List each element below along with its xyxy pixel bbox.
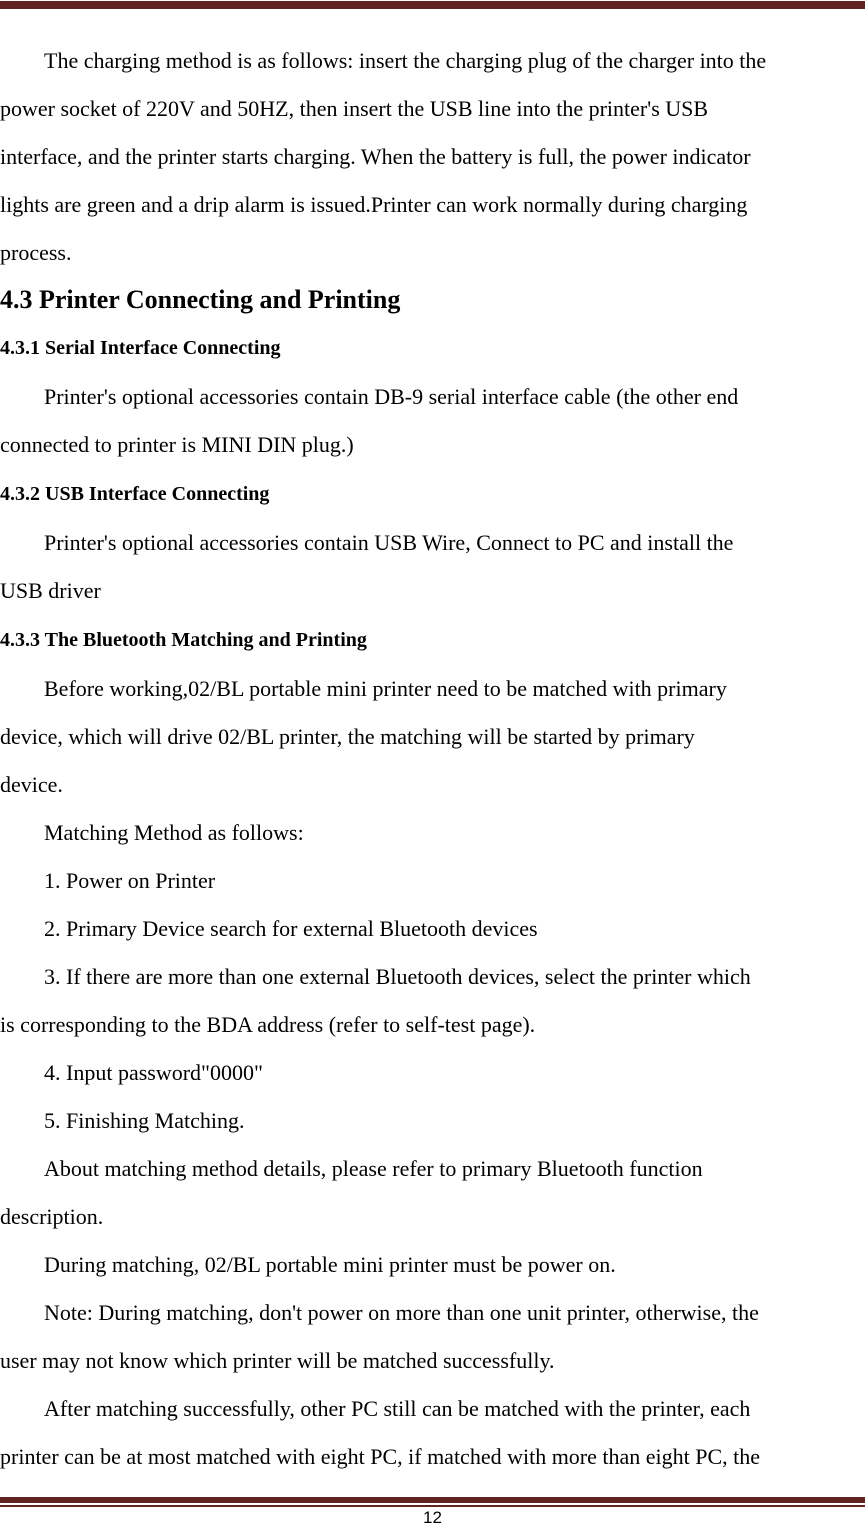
text-line: 1. Power on Printer (44, 868, 216, 893)
text-line: device. (0, 772, 63, 797)
text-line: description. (0, 1204, 104, 1229)
text-line: process. (0, 240, 72, 265)
text-line: During matching, 02/BL portable mini printer must be power on. (44, 1252, 616, 1277)
section-heading: 4.3.2 USB Interface Connecting (0, 483, 270, 505)
text-line: connected to printer is MINI DIN plug.) (0, 432, 354, 457)
text-line: 5. Finishing Matching. (44, 1108, 245, 1133)
text-line: printer can be at most matched with eight PC, if matched with more than eight PC, the (0, 1444, 761, 1469)
footer-rule-thick (0, 1497, 865, 1503)
text-line: lights are green and a drip alarm is issued.Printer can work normally during charging (0, 192, 748, 217)
text-line: Note: During matching, don't power on more than one unit printer, otherwise, the (44, 1300, 759, 1325)
text-line: is corresponding to the BDA address (refer to self-test page). (0, 1012, 536, 1037)
section-heading: 4.3.3 The Bluetooth Matching and Printing (0, 629, 367, 651)
text-line: interface, and the printer starts charging. When the battery is full, the power indicator (0, 144, 751, 169)
text-line: Printer's optional accessories contain DB-9 serial interface cable (the other end (44, 384, 739, 409)
text-line: The charging method is as follows: insert the charging plug of the charger into the (44, 48, 767, 73)
text-line: user may not know which printer will be matched successfully. (0, 1348, 555, 1373)
text-line: Before working,02/BL portable mini printer need to be matched with primary (44, 676, 727, 701)
section-heading: 4.3 Printer Connecting and Printing (0, 285, 401, 314)
text-line: 3. If there are more than one external Bluetooth devices, select the printer which (44, 964, 751, 989)
page-content (0, 37, 865, 1481)
text-line: device, which will drive 02/BL printer, the matching will be started by primary (0, 724, 695, 749)
section-heading: 4.3.1 Serial Interface Connecting (0, 337, 281, 359)
page-number: 12 (423, 1508, 442, 1527)
text-line: 2. Primary Device search for external Bluetooth devices (44, 916, 538, 941)
text-line: About matching method details, please refer to primary Bluetooth function (44, 1156, 703, 1181)
text-line: Printer's optional accessories contain USB Wire, Connect to PC and install the (44, 530, 734, 555)
text-line: 4. Input password"0000" (44, 1060, 264, 1085)
text-line: Matching Method as follows: (44, 820, 304, 845)
footer-rule-thin (0, 1505, 865, 1507)
text-line: USB driver (0, 578, 101, 603)
text-line: After matching successfully, other PC still can be matched with the printer, each (44, 1396, 751, 1421)
text-line: power socket of 220V and 50HZ, then insert the USB line into the printer's USB (0, 96, 709, 121)
header-rule-thick (0, 3, 865, 9)
